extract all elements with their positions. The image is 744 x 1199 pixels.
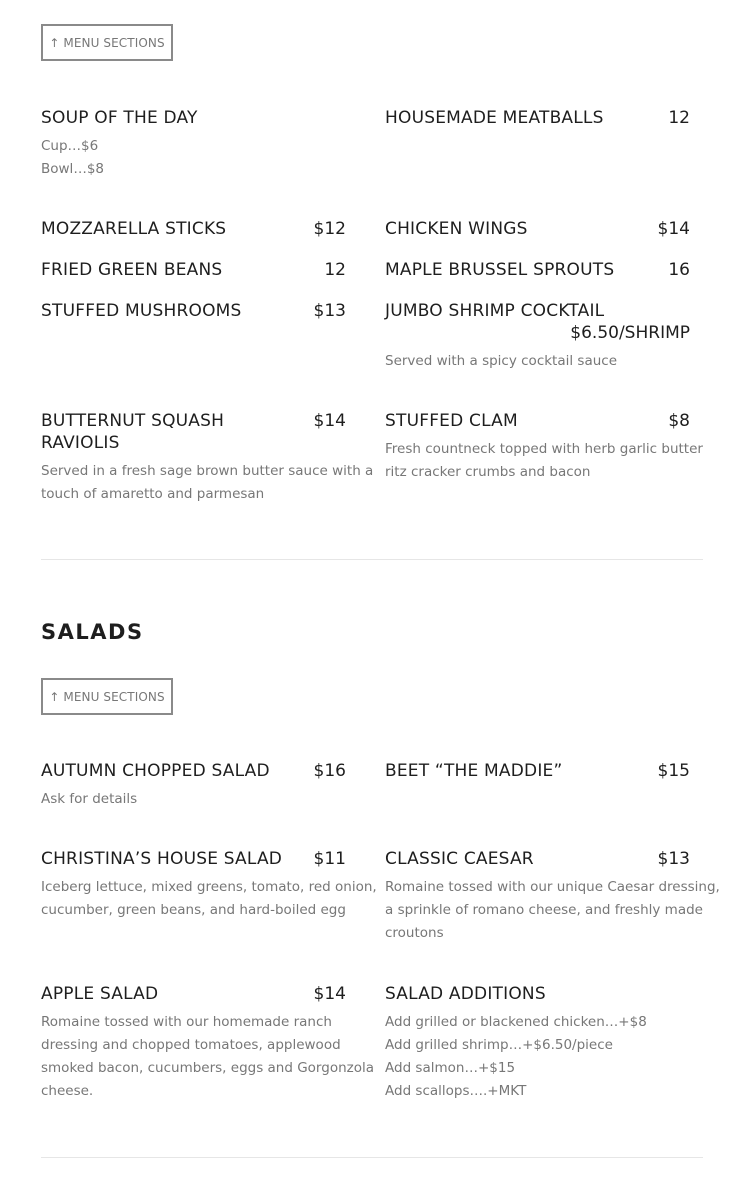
menu-item [41,300,346,322]
item-description [41,788,346,811]
item-name: MOZZARELLA STICKS [41,219,227,239]
item-name: APPLE SALAD [41,984,159,1004]
menu-item [385,983,690,1103]
desc-line: dressing and chopped tomatoes, applewood [41,1037,341,1053]
item-name: JUMBO SHRIMP COCKTAIL [385,301,605,321]
item-name: SALAD ADDITIONS [385,984,546,1004]
menu-item [41,760,346,811]
desc-line: cheese. [41,1083,94,1099]
item-name: CHRISTINA’S HOUSE SALAD [41,849,283,869]
item-name: CLASSIC CAESAR [385,849,534,869]
menu-item [41,983,375,1103]
item-price: $8 [668,411,690,431]
item-description [385,438,703,484]
desc-line: a sprinkle of romano cheese, and freshly made [385,902,703,918]
desc-line: Cup…$6 [41,138,99,154]
item-description [41,876,377,922]
desc-line: Served with a spicy cocktail sauce [385,353,618,369]
item-description [41,460,374,506]
item-description [385,350,690,373]
item-price: $14 [657,219,690,239]
item-name: CHICKEN WINGS [385,219,528,239]
item-price: $11 [313,849,346,869]
item-description [41,135,346,181]
menu-item [385,760,690,782]
item-name: AUTUMN CHOPPED SALAD [41,761,270,781]
menu-item [385,218,690,240]
menu-item [41,107,346,181]
item-description [385,876,720,945]
section-divider [41,559,703,560]
item-name: HOUSEMADE MEATBALLS [385,108,604,128]
desc-line: smoked bacon, cucumbers, eggs and Gorgonzola [41,1060,375,1076]
menu-item [385,300,690,373]
item-name: STUFFED MUSHROOMS [41,301,242,321]
desc-line: Fresh countneck topped with herb garlic butter [385,441,703,457]
item-name: BUTTERNUT SQUASH RAVIOLIS [41,411,225,453]
item-price: $6.50/SHRIMP [570,323,690,343]
desc-line: Add grilled or blackened chicken…+$8 [385,1014,647,1030]
desc-line: Bowl…$8 [41,161,104,177]
menu-item [385,410,703,484]
menu-sections-button[interactable]: ↑ MENU SECTIONS [41,24,173,61]
desc-line: Served in a fresh sage brown butter sauce with a [41,463,374,479]
menu-item [41,218,346,240]
item-price: $16 [313,761,346,781]
desc-line: croutons [385,925,444,941]
menu-sections-button[interactable]: ↑ MENU SECTIONS [41,678,173,715]
menu-item [385,848,720,945]
item-price: $15 [657,761,690,781]
item-name: STUFFED CLAM [385,411,518,431]
menu-item [385,259,690,281]
desc-line: touch of amaretto and parmesan [41,486,265,502]
item-name: BEET “THE MADDIE” [385,761,563,781]
item-price: $13 [657,849,690,869]
item-description [41,1011,375,1103]
item-name: MAPLE BRUSSEL SPROUTS [385,260,615,280]
item-price: $12 [313,219,346,239]
menu-item [385,107,690,129]
item-name: SOUP OF THE DAY [41,108,198,128]
item-price: $13 [313,301,346,321]
desc-line: Romaine tossed with our unique Caesar dressing, [385,879,720,895]
desc-line: Romaine tossed with our homemade ranch [41,1014,332,1030]
item-price: $14 [313,411,346,431]
menu-item [41,259,346,281]
item-price: 12 [668,108,690,128]
desc-line: Add grilled shrimp…+$6.50/piece [385,1037,613,1053]
desc-line: Add scallops….+MKT [385,1083,527,1099]
item-price: 16 [668,260,690,280]
desc-line: ritz cracker crumbs and bacon [385,464,591,480]
desc-line: Iceberg lettuce, mixed greens, tomato, red onion, [41,879,377,895]
item-name: FRIED GREEN BEANS [41,260,223,280]
section-divider [41,1157,703,1158]
item-price: $14 [313,984,346,1004]
menu-item [41,410,374,506]
desc-line: Ask for details [41,791,138,807]
desc-line: cucumber, green beans, and hard-boiled egg [41,902,346,918]
desc-line: Add salmon…+$15 [385,1060,516,1076]
item-price: 12 [324,260,346,280]
item-description [385,1011,690,1103]
menu-item [41,848,377,922]
section-title: SALADS [41,620,144,644]
